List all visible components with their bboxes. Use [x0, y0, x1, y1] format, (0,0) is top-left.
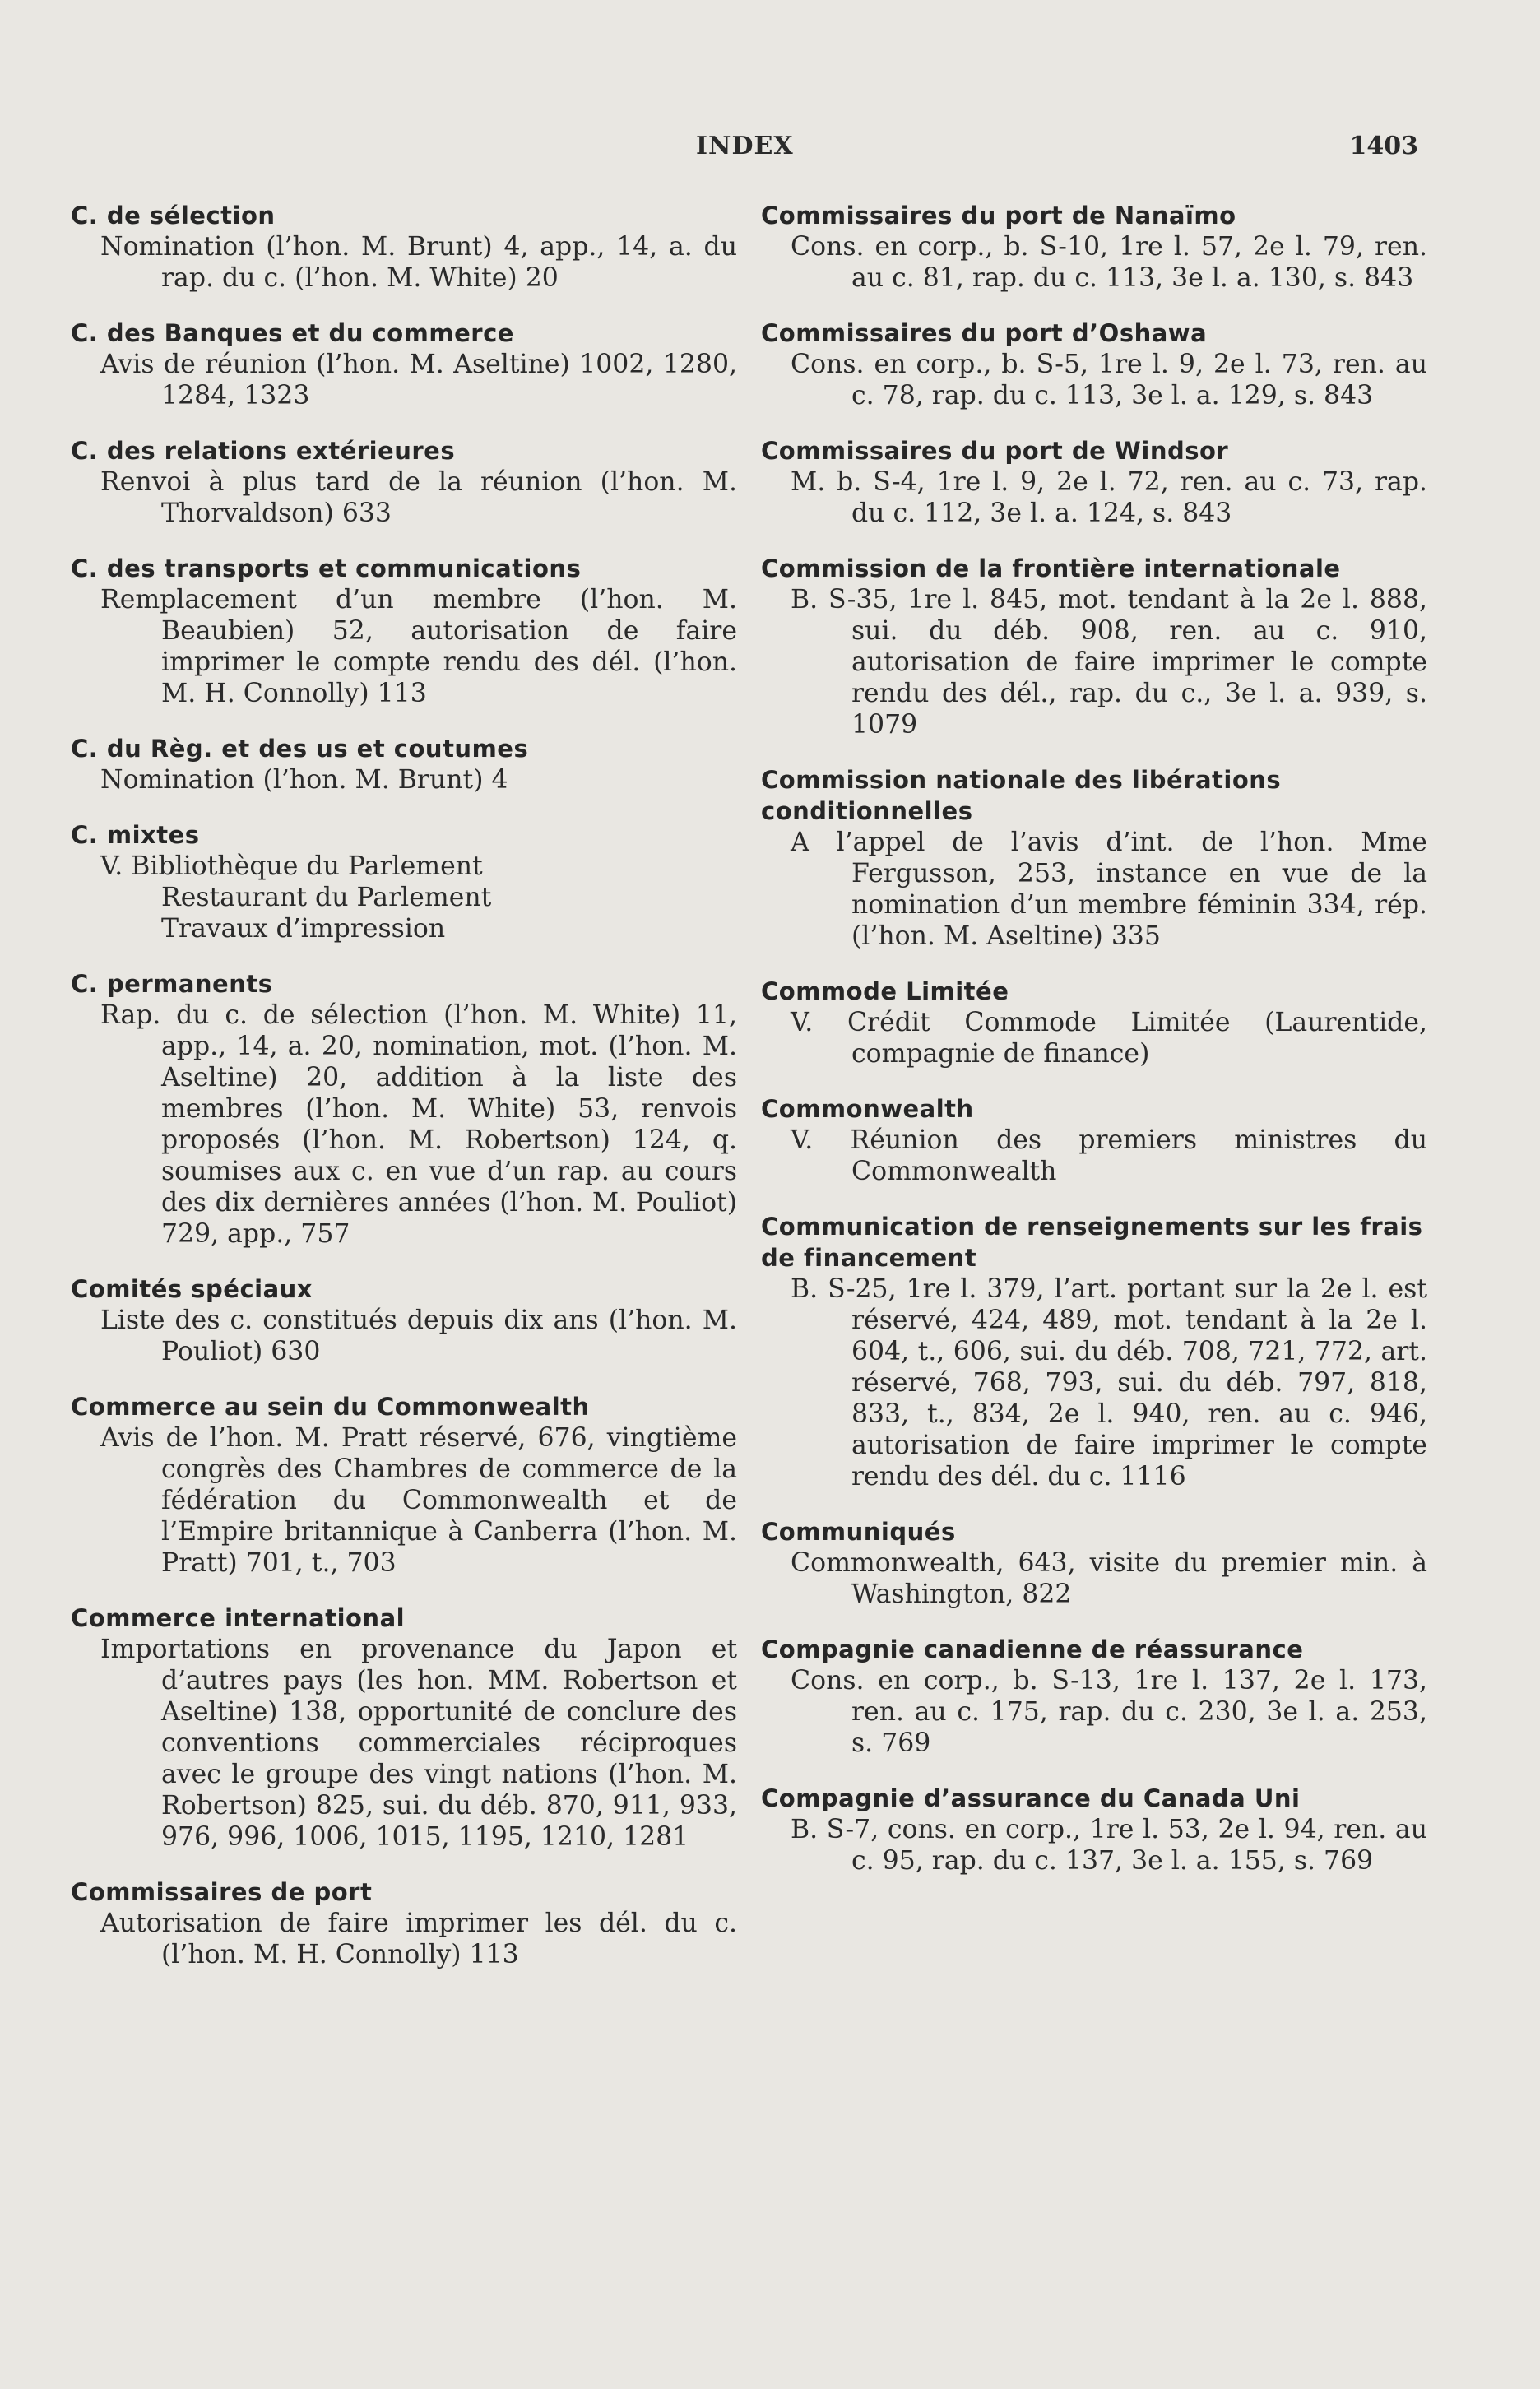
entry-heading: Commissaires du port de Nanaïmo [761, 202, 1236, 230]
index-entry [71, 435, 737, 529]
index-entry [71, 968, 737, 1250]
index-entry [71, 733, 737, 796]
entry-heading: Commissaires du port de Windsor [761, 437, 1229, 465]
entry-body: Liste des c. constitués depuis dix ans (l’hon. M. Pouliot) 630 [100, 1306, 737, 1366]
entry-body: V. Bibliothèque du Parlement Restaurant du Parlement Travaux d’impression [100, 851, 492, 944]
index-entry [71, 318, 737, 411]
entry-heading: C. des Banques et du commerce [71, 319, 514, 347]
entry-body: Commonwealth, 643, visite du premier min. à Washington, 822 [791, 1548, 1427, 1609]
entry-body: Cons. en corp., b. S-13, 1re l. 137, 2e l. 173, ren. au c. 175, rap. du c. 230, 3e l. a. 253, s. 769 [791, 1666, 1427, 1758]
entry-heading: Commissaires de port [71, 1878, 373, 1906]
entry-body: Remplacement d’un membre (l’hon. M. Beaubien) 52, autorisation de faire imprimer le compte rendu des dél. (l’hon. M. H. Connolly) 113 [100, 585, 737, 708]
index-entry [761, 435, 1427, 529]
entry-heading: C. permanents [71, 970, 273, 998]
entry-heading: Compagnie d’assurance du Canada Uni [761, 1784, 1301, 1812]
index-entry [761, 764, 1427, 952]
entry-heading: C. mixtes [71, 821, 200, 849]
entry-body: B. S-7, cons. en corp., 1re l. 53, 2e l. 94, ren. au c. 95, rap. du c. 137, 3e l. a. 155, s. 769 [791, 1815, 1427, 1876]
index-entry [71, 553, 737, 709]
entry-heading: Commerce international [71, 1604, 406, 1632]
entry-heading: Commission nationale des libérations conditionnelles [761, 766, 1282, 825]
index-entry [761, 1634, 1427, 1759]
entry-body: Cons. en corp., b. S-5, 1re l. 9, 2e l. 73, ren. au c. 78, rap. du c. 113, 3e l. a. 129, s. 843 [791, 350, 1427, 411]
entry-body: Renvoi à plus tard de la réunion (l’hon. M. Thorvaldson) 633 [100, 467, 737, 528]
entry-heading: Communication de renseignements sur les frais de financement [761, 1213, 1423, 1272]
entry-body: B. S-35, 1re l. 845, mot. tendant à la 2e l. 888, sui. du déb. 908, ren. au c. 910, autorisation de faire imprimer le compte rendu des dél., rap. du c., 3e l. a. 939, s. 1079 [791, 585, 1427, 740]
entry-heading: Commissaires du port d’Oshawa [761, 319, 1208, 347]
entry-heading: Commode Limitée [761, 977, 1009, 1005]
entry-heading: C. du Règ. et des us et coutumes [71, 735, 529, 763]
page-header [0, 132, 1540, 173]
entry-body: V. Crédit Commode Limitée (Laurentide, compagnie de finance) [791, 1008, 1427, 1069]
entry-body: Cons. en corp., b. S-10, 1re l. 57, 2e l. 79, ren. au c. 81, rap. du c. 113, 3e l. a. 130, s. 843 [791, 232, 1427, 293]
index-entry [761, 1516, 1427, 1610]
entry-heading: C. des transports et communications [71, 554, 582, 582]
index-entry [71, 1391, 737, 1579]
entry-heading: Commission de la frontière internationale [761, 554, 1341, 582]
entry-heading: C. de sélection [71, 202, 276, 230]
entry-body: A l’appel de l’avis d’int. de l’hon. Mme Fergusson, 253, instance en vue de la nomination d’un membre féminin 334, rép. (l’hon. M. Aseltine) 335 [791, 828, 1427, 951]
index-entry [761, 200, 1427, 294]
index-entry [761, 976, 1427, 1069]
entry-body: Avis de l’hon. M. Pratt réservé, 676, vingtième congrès des Chambres de commerce de la fédération du Commonwealth et de l’Empire britannique à Canberra (l’hon. M. Pratt) 701, t., 703 [100, 1423, 737, 1578]
entry-body: B. S-25, 1re l. 379, l’art. portant sur la 2e l. est réservé, 424, 489, mot. tendant à la 2e l. 604, t., 606, sui. du déb. 708, 721, 772, art. réservé, 768, 793, sui. du déb. 797, 818, 833, t., 834, 2e l. 940, ren. au c. 946, autorisation de faire imprimer le compte rendu des dél. du c. 1116 [791, 1274, 1427, 1491]
entry-body: Avis de réunion (l’hon. M. Aseltine) 1002, 1280, 1284, 1323 [100, 350, 737, 411]
entry-heading: Commerce au sein du Commonwealth [71, 1393, 590, 1421]
entry-body: Nomination (l’hon. M. Brunt) 4 [100, 765, 508, 795]
index-entry [71, 1603, 737, 1853]
entry-heading: C. des relations extérieures [71, 437, 456, 465]
index-entry [71, 1273, 737, 1367]
left-column [71, 200, 737, 1970]
entry-body: V. Réunion des premiers ministres du Commonwealth [791, 1125, 1427, 1186]
index-entry [761, 553, 1427, 740]
index-entry [761, 1093, 1427, 1187]
index-entry [71, 200, 737, 294]
entry-heading: Compagnie canadienne de réassurance [761, 1635, 1304, 1663]
page-number: 1403 [1349, 132, 1418, 160]
index-entry [71, 1876, 737, 1970]
entry-body: Autorisation de faire imprimer les dél. du c. (l’hon. M. H. Connolly) 113 [100, 1909, 737, 1969]
page-title: INDEX [696, 132, 794, 160]
index-entry [761, 1211, 1427, 1492]
index-entry [71, 819, 737, 944]
right-column [761, 200, 1427, 1876]
entry-body: M. b. S-4, 1re l. 9, 2e l. 72, ren. au c. 73, rap. du c. 112, 3e l. a. 124, s. 843 [791, 467, 1427, 528]
index-entry [761, 318, 1427, 411]
entry-heading: Communiqués [761, 1518, 956, 1546]
entry-heading: Comités spéciaux [71, 1275, 313, 1303]
index-entry [761, 1783, 1427, 1876]
entry-body: Importations en provenance du Japon et d’autres pays (les hon. MM. Robertson et Aseltine) 138, opportunité de conclure des conventions commerciales réciproques avec le groupe des vingt nations (l’hon. M. Robertson) 825, sui. du déb. 870, 911, 933, 976, 996, 1006, 1015, 1195, 1210, 1281 [100, 1635, 737, 1852]
entry-heading: Commonwealth [761, 1095, 974, 1123]
entry-body: Rap. du c. de sélection (l’hon. M. White) 11, app., 14, a. 20, nomination, mot. (l’hon. M. Aseltine) 20, addition à la liste des membres (l’hon. M. White) 53, renvois proposés (l’hon. M. Robertson) 124, q. soumises aux c. en vue d’un rap. au cours des dix dernières années (l’hon. M. Pouliot) 729, app., 757 [100, 1000, 737, 1249]
entry-body: Nomination (l’hon. M. Brunt) 4, app., 14, a. du rap. du c. (l’hon. M. White) 20 [100, 232, 737, 293]
